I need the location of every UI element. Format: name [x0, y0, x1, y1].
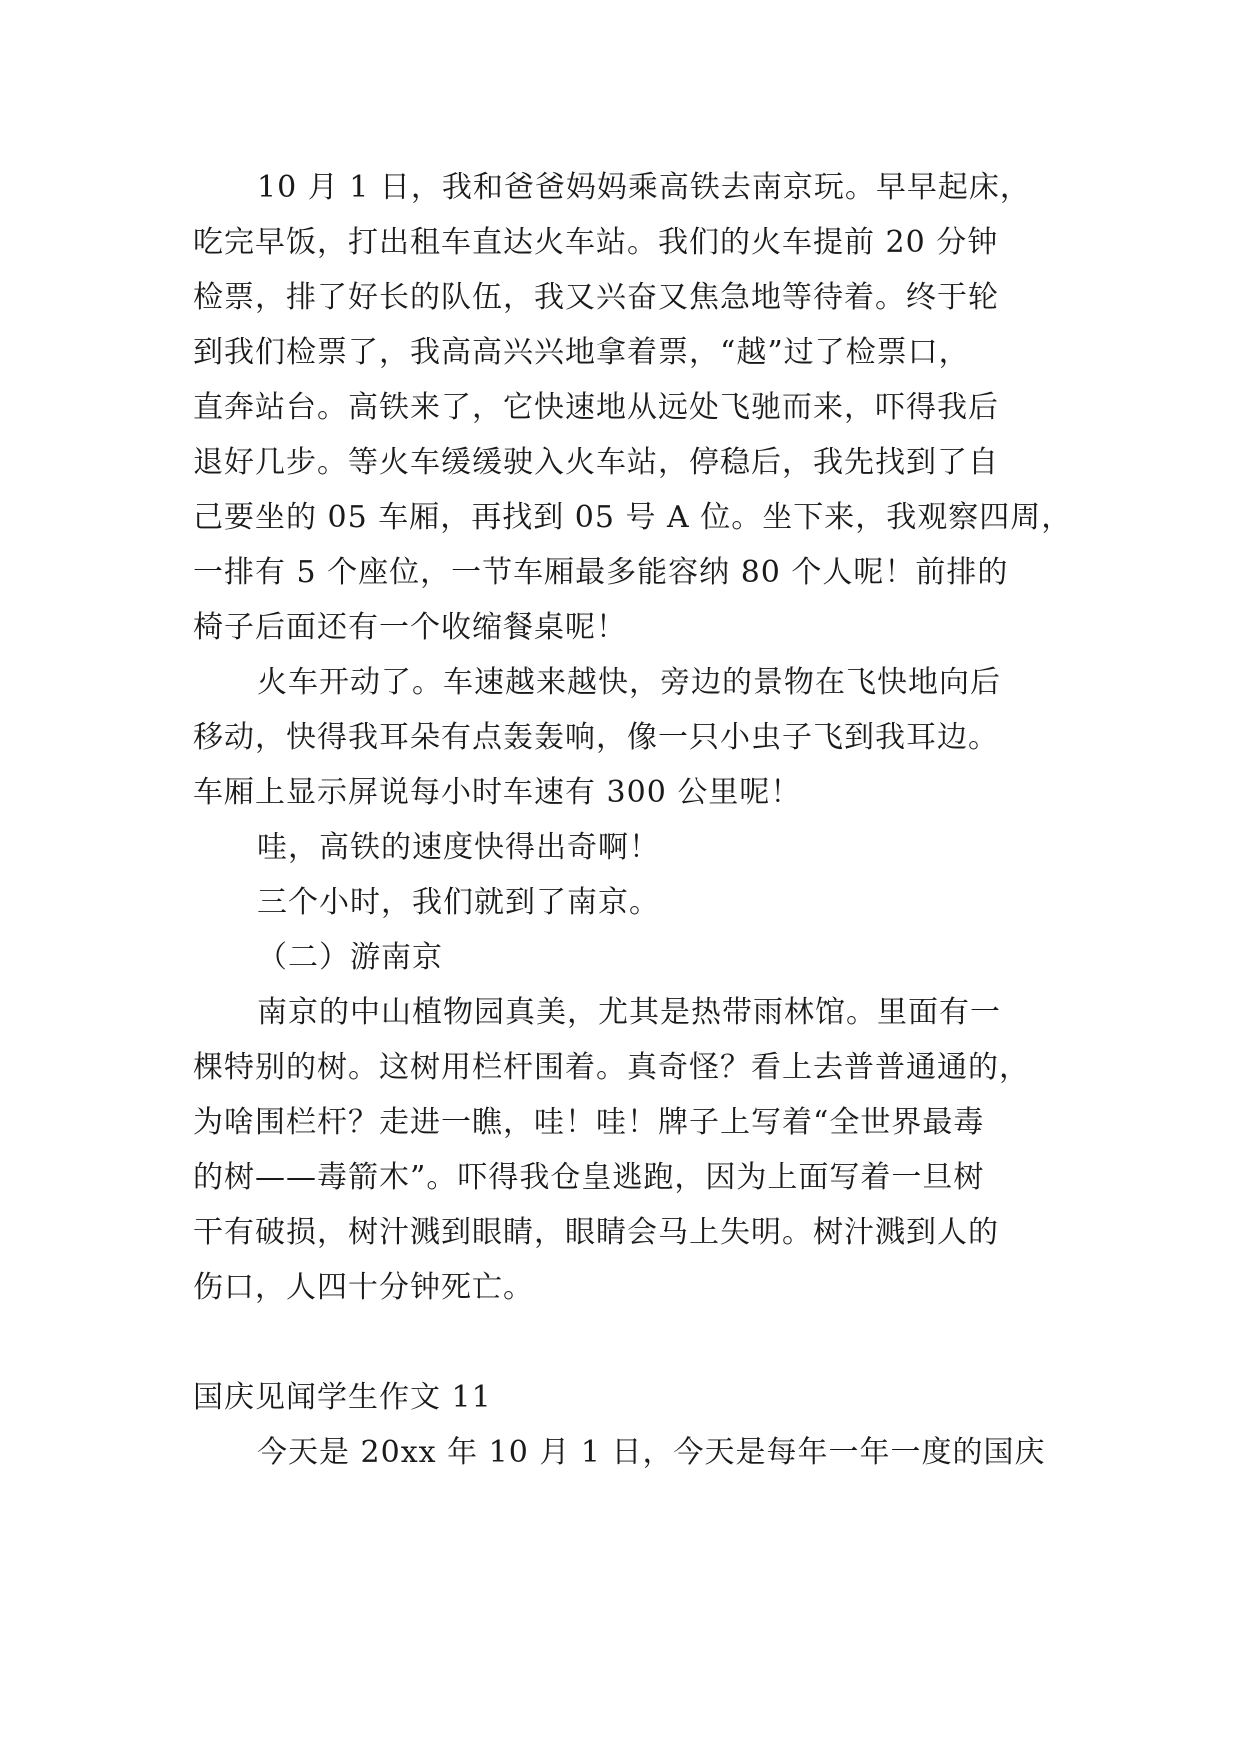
- paragraph-line: 的树——毒箭木”。吓得我仓皇逃跑，因为上面写着一旦树: [193, 1160, 985, 1195]
- paragraph-line: 哇，高铁的速度快得出奇啊！: [257, 830, 660, 865]
- paragraph-line: 干有破损，树汁溅到眼睛，眼睛会马上失明。树汁溅到人的: [193, 1215, 999, 1250]
- paragraph-line: 棵特别的树。这树用栏杆围着。真奇怪？看上去普普通通的，: [193, 1050, 1030, 1085]
- paragraph-line: 己要坐的 05 车厢，再找到 05 号 A 位。坐下来，我观察四周，: [193, 500, 1073, 535]
- subsection-heading: （二）游南京: [257, 940, 443, 975]
- paragraph-line: 为啥围栏杆？走进一瞧，哇！哇！牌子上写着“全世界最毒: [193, 1105, 985, 1140]
- paragraph-line: 今天是 20xx 年 10 月 1 日，今天是每年一年一度的国庆: [257, 1435, 1046, 1470]
- essay-body: [193, 160, 1073, 1480]
- paragraph-line: 吃完早饭，打出租车直达火车站。我们的火车提前 20 分钟: [193, 225, 999, 260]
- paragraph-line: 伤口，人四十分钟死亡。: [193, 1270, 534, 1305]
- paragraph-line: 退好几步。等火车缓缓驶入火车站，停稳后，我先找到了自: [193, 445, 999, 480]
- section-gap: [193, 1315, 1063, 1370]
- paragraph-line: 10 月 1 日，我和爸爸妈妈乘高铁去南京玩。早早起床，: [257, 170, 1031, 205]
- paragraph-line: 直奔站台。高铁来了，它快速地从远处飞驰而来，吓得我后: [193, 390, 999, 425]
- paragraph-line: 到我们检票了，我高高兴兴地拿着票，“越”过了检票口，: [193, 335, 970, 370]
- paragraph-line: 车厢上显示屏说每小时车速有 300 公里呢！: [193, 775, 802, 810]
- paragraph-line: 检票，排了好长的队伍，我又兴奋又焦急地等待着。终于轮: [193, 280, 999, 315]
- paragraph-line: 三个小时，我们就到了南京。: [257, 885, 660, 920]
- paragraph-line: 南京的中山植物园真美，尤其是热带雨林馆。里面有一: [257, 995, 1001, 1030]
- paragraph-line: 火车开动了。车速越来越快，旁边的景物在飞快地向后: [257, 665, 1001, 700]
- paragraph-line: 移动，快得我耳朵有点轰轰响，像一只小虫子飞到我耳边。: [193, 720, 999, 755]
- paragraph-line: 一排有 5 个座位，一节车厢最多能容纳 80 个人呢！前排的: [193, 555, 1009, 590]
- section-title: 国庆见闻学生作文 11: [193, 1380, 492, 1415]
- paragraph-line: 椅子后面还有一个收缩餐桌呢！: [193, 610, 627, 645]
